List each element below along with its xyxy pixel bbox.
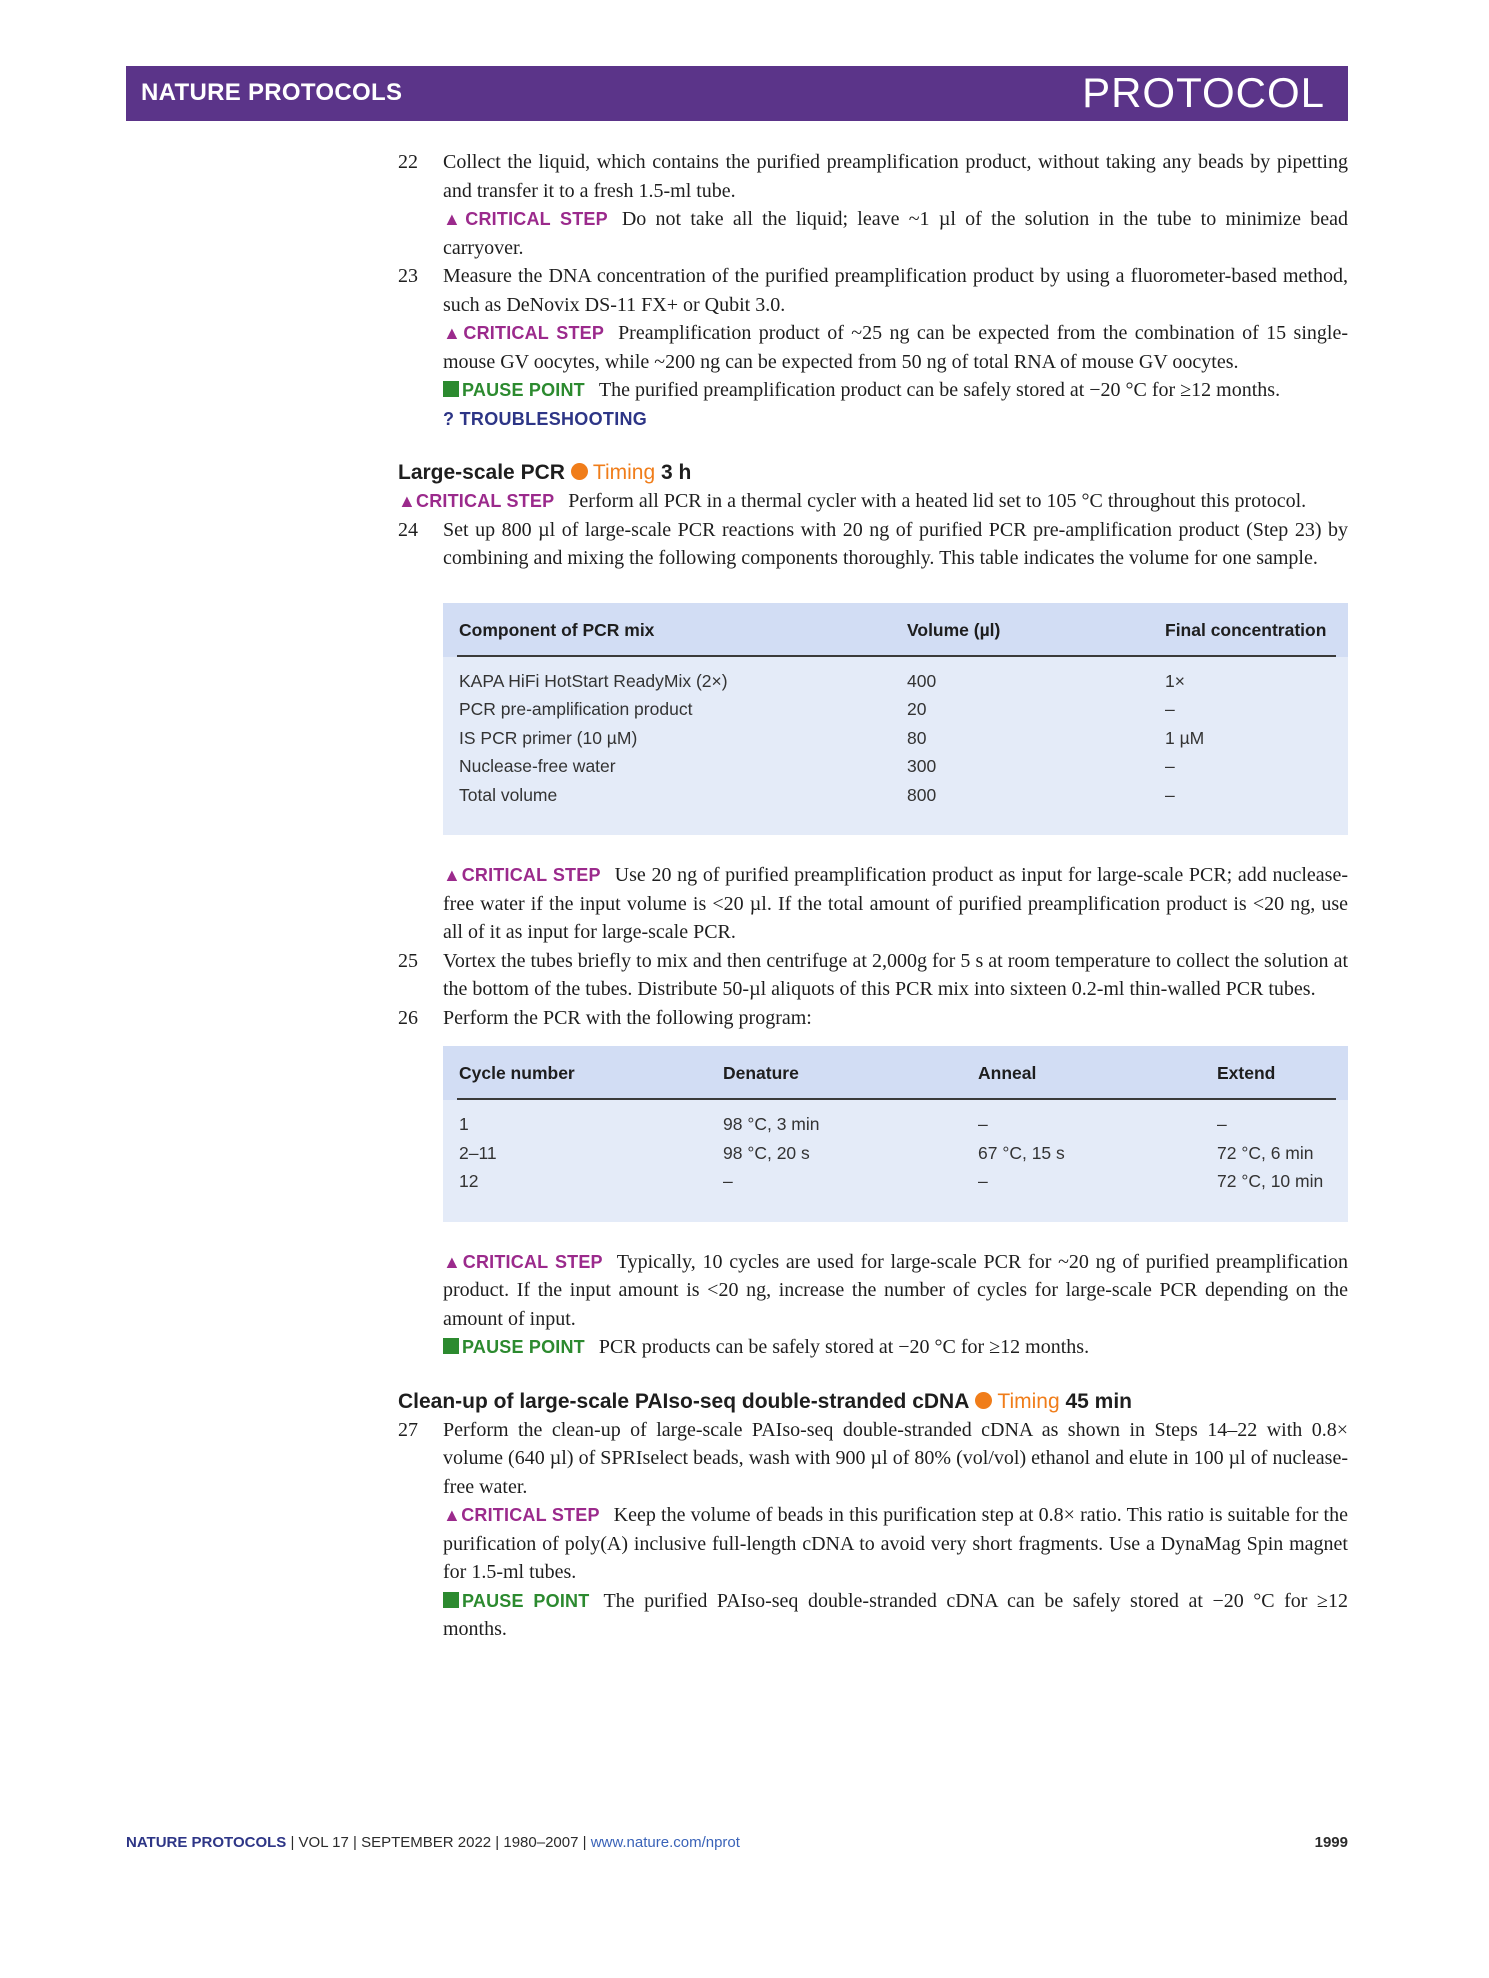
footer-journal: NATURE PROTOCOLS (126, 1834, 287, 1851)
troubleshooting-link[interactable]: ? TROUBLESHOOTING (443, 408, 648, 429)
step-number: 24 (398, 518, 418, 541)
table-cell: KAPA HiFi HotStart ReadyMix (2×) (459, 670, 728, 691)
footer-pages: 1980–2007 (503, 1834, 579, 1851)
timing-value: 45 min (1065, 1389, 1132, 1413)
critical-step-note (398, 319, 1348, 376)
column-header: Extend (1217, 1063, 1276, 1083)
table-cell: 400 (907, 670, 937, 691)
table-cell: 98 °C, 3 min (723, 1114, 820, 1134)
step-23 (398, 262, 1348, 319)
pause-point-text: The purified preamplification product can be safely stored at −20 °C for ≥12 months. (598, 379, 1281, 401)
table-cell: 1× (1165, 670, 1185, 691)
critical-step-note (398, 1248, 1348, 1334)
table-cell: – (1165, 756, 1175, 776)
article-type: PROTOCOL (1082, 69, 1325, 116)
pause-point-text: PCR products can be safely stored at −20 °C for ≥12 months. (598, 1336, 1090, 1358)
table-cell: – (978, 1171, 988, 1191)
pause-point-label: PAUSE POINT (462, 380, 585, 400)
step-27 (398, 1416, 1348, 1502)
step-26 (398, 1004, 1348, 1033)
critical-step-text: Typically, 10 cycles are used for large-scale PCR for ~20 ng of purified preamplification product. If the input amount is <20 ng, increase the number of cycles for large-scale PCR depending on the amount of input. (443, 1250, 1349, 1330)
page-footer: NATURE PROTOCOLS | VOL 17 | SEPTEMBER 2022 | 1980–2007 | www.nature.com/nprot 1999 (126, 1834, 1348, 1851)
pcr-mix-table (443, 603, 1348, 836)
timing-dot-icon (975, 1392, 992, 1409)
critical-step-note (398, 205, 1348, 262)
table-cell: 1 µM (1165, 727, 1205, 748)
table-cell: 12 (459, 1171, 479, 1191)
critical-step-label: ▲CRITICAL STEP (443, 1251, 603, 1272)
table-cell: PCR pre-amplification product (459, 699, 693, 719)
section-heading-large-scale-pcr (398, 459, 1348, 487)
table-cell: Nuclease-free water (459, 756, 616, 776)
table-cell: 72 °C, 10 min (1217, 1171, 1324, 1191)
column-header: Anneal (978, 1063, 1037, 1083)
column-header: Cycle number (459, 1063, 575, 1083)
timing-dot-icon (571, 463, 588, 480)
pause-point-note (398, 376, 1348, 405)
critical-step-label: ▲CRITICAL STEP (443, 1505, 600, 1525)
table-row (443, 752, 1348, 781)
pause-square-icon (443, 381, 459, 397)
table-cell: 72 °C, 6 min (1217, 1142, 1314, 1163)
journal-name: NATURE PROTOCOLS (141, 79, 403, 106)
timing-value: 3 h (660, 461, 692, 484)
critical-step-text: Preamplification product of ~25 ng can be expected from the combination of 15 single-mouse GV oocytes, while ~200 ng can be expected from 50 ng of total RNA of mouse GV oocytes. (443, 322, 1348, 373)
column-header: Final concentration (1165, 619, 1327, 640)
critical-step-label: ▲CRITICAL STEP (443, 209, 608, 229)
footer-date: SEPTEMBER 2022 (361, 1834, 492, 1851)
table-row (443, 1167, 1348, 1196)
step-number: 27 (398, 1418, 418, 1441)
pause-square-icon (443, 1592, 459, 1608)
critical-step-label: ▲CRITICAL STEP (398, 491, 555, 511)
main-content (398, 148, 1348, 1644)
table-cell: IS PCR primer (10 µM) (459, 727, 638, 748)
table-row (443, 1110, 1348, 1139)
pause-point-label: PAUSE POINT (462, 1337, 585, 1357)
step-text: Vortex the tubes briefly to mix and then centrifuge at 2,000g for 5 s at room temperature to collect the solution at the bottom of the tubes. Distribute 50-µl aliquots of this PCR mix into sixteen 0.2-ml thin-walled PCR tubes. (443, 949, 1348, 1000)
critical-step-note (398, 1501, 1348, 1587)
page-header (126, 66, 1348, 121)
table-row (443, 695, 1348, 724)
table-cell: – (978, 1114, 988, 1134)
section-heading-clean-up (398, 1388, 1348, 1416)
column-header: Volume (µl) (907, 619, 1001, 640)
table-cell: 98 °C, 20 s (723, 1142, 810, 1163)
step-25 (398, 947, 1348, 1004)
pause-point-label: PAUSE POINT (462, 1590, 590, 1611)
table-cell: 67 °C, 15 s (978, 1142, 1065, 1163)
table-cell: 300 (907, 756, 937, 776)
pause-point-text: The purified PAIso-seq double-stranded cDNA can be safely stored at −20 °C for ≥12 months. (443, 1589, 1348, 1640)
table-cell: – (1165, 784, 1175, 805)
step-number: 25 (398, 949, 418, 972)
section-title: Clean-up of large-scale PAIso-seq double-stranded cDNA (398, 1389, 970, 1413)
step-text: Set up 800 µl of large-scale PCR reactions with 20 ng of purified PCR pre-amplification product (Step 23) by combining and mixing the following components thoroughly. This table indicates the volume for one sample. (443, 518, 1348, 569)
critical-step-text: Keep the volume of beads in this purification step at 0.8× ratio. This ratio is suitable for the purification of poly(A) inclusive full-length cDNA to avoid very short fragments. Use a DynaMag Spin magnet for 1.5-ml tubes. (443, 1504, 1348, 1583)
footer-url-link[interactable]: www.nature.com/nprot (590, 1834, 740, 1851)
critical-step-text: Perform all PCR in a thermal cycler with a heated lid set to 105 °C throughout this protocol. (568, 490, 1307, 512)
table-cell: 20 (907, 699, 927, 719)
footer-volume: VOL 17 (298, 1834, 349, 1851)
step-24 (398, 516, 1348, 573)
column-header: Denature (723, 1063, 799, 1083)
timing-label: Timing (592, 461, 656, 484)
pause-point-note (398, 1587, 1348, 1644)
step-text: Collect the liquid, which contains the purified preamplification product, without taking any beads by pipetting and transfer it to a fresh 1.5-ml tube. (443, 151, 1348, 202)
step-number: 23 (398, 265, 418, 287)
table-cell: 1 (459, 1114, 469, 1134)
critical-step-label: ▲CRITICAL STEP (443, 865, 601, 885)
pause-point-note (398, 1333, 1348, 1362)
table-cell: 800 (907, 784, 937, 805)
critical-step-label: ▲CRITICAL STEP (443, 323, 605, 343)
pause-square-icon (443, 1338, 459, 1354)
pcr-program-table (443, 1046, 1348, 1222)
table-row (443, 1139, 1348, 1168)
table-cell: – (1165, 699, 1175, 719)
critical-step-text: Use 20 ng of purified preamplification product as input for large-scale PCR; add nuclease-free water if the input volume is <20 µl. If the total amount of purified preamplification product is <20 ng, use all of it as input for large-scale PCR. (443, 864, 1348, 943)
table-cell: – (723, 1171, 733, 1191)
step-number: 26 (398, 1006, 418, 1029)
table-cell: Total volume (459, 784, 558, 805)
column-header: Component of PCR mix (459, 619, 655, 640)
page-number: 1999 (1314, 1834, 1348, 1851)
table-cell: – (1217, 1114, 1227, 1134)
table-cell: 2–11 (459, 1142, 497, 1163)
step-text: Perform the PCR with the following program: (443, 1006, 812, 1029)
step-text: Measure the DNA concentration of the purified preamplification product by using a fluorometer-based method, such as DeNovix DS-11 FX+ or Qubit 3.0. (443, 265, 1348, 316)
step-number: 22 (398, 151, 418, 173)
timing-label: Timing (997, 1389, 1060, 1413)
step-22 (398, 148, 1348, 205)
header-rule (457, 1098, 1336, 1100)
section-title: Large-scale PCR (398, 461, 565, 484)
critical-step-note (398, 487, 1348, 516)
step-text: Perform the clean-up of large-scale PAIso-seq double-stranded cDNA as shown in Steps 14–22 with 0.8× volume (640 µl) of SPRIselect beads, wash with 900 µl of 80% (vol/vol) ethanol and elute in 100 µl of nuclease-free water. (443, 1418, 1348, 1498)
table-cell: 80 (907, 727, 927, 748)
table-row (443, 667, 1348, 696)
table-row (443, 781, 1348, 810)
critical-step-text: Do not take all the liquid; leave ~1 µl of the solution in the tube to minimize bead carryover. (443, 208, 1348, 259)
critical-step-note (398, 861, 1348, 947)
table-row (443, 724, 1348, 753)
header-rule (457, 655, 1336, 657)
